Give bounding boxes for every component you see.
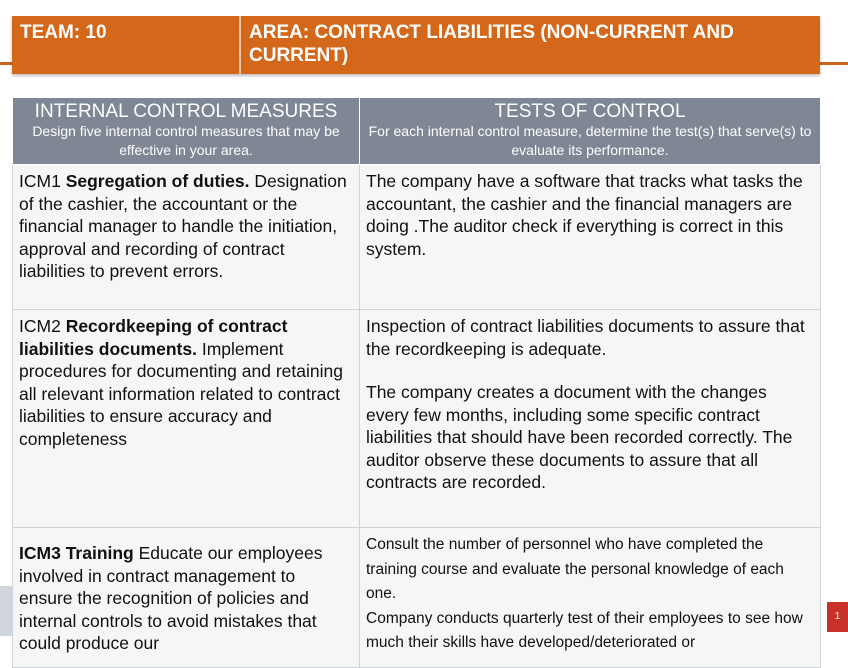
control-heading: Training	[65, 543, 139, 563]
control-measure-cell	[13, 528, 360, 668]
test-of-control-cell	[360, 528, 821, 668]
column-header-tests-of-control	[360, 98, 821, 165]
page-number-badge: 1	[827, 602, 848, 632]
column-title: TESTS OF CONTROL	[494, 101, 686, 122]
decorative-rule-right	[820, 62, 848, 65]
table-header-row	[13, 98, 821, 165]
test-text: The company creates a document with the changes every few months, including some specific contract liabilities that should have been recorded correctly. The auditor observe these documents to assure that all contracts are recorded.	[366, 382, 793, 492]
control-text: Educate our employees involved in contract management to ensure the recognition of policies and internal controls to avoid mistakes that could produce our	[19, 543, 323, 653]
column-description: For each internal control measure, determine the test(s) that serve(s) to evaluate its performance.	[368, 123, 812, 158]
test-text: Consult the number of personnel who have completed the training course and evaluate the personal knowledge of each one.	[366, 536, 784, 602]
control-text: Implement procedures for documenting and retaining all relevant information related to contract liabilities to ensure accuracy and completeness	[19, 338, 343, 449]
control-id: ICM1	[19, 171, 66, 191]
team-label: TEAM: 10	[12, 16, 241, 74]
control-id: ICM3	[19, 543, 66, 563]
table-row	[13, 310, 821, 528]
column-description: Design five internal control measures that may be effective in your area.	[32, 123, 340, 158]
title-banner	[12, 16, 820, 74]
control-text: Designation of the cashier, the accountant or the financial manager to handle the initiation, approval and recording of contract liabilities to prevent errors.	[19, 171, 347, 281]
column-header-internal-control	[13, 98, 360, 165]
controls-table	[12, 97, 821, 668]
test-text: Inspection of contract liabilities documents to assure that the recordkeeping is adequate.	[366, 316, 805, 359]
test-text: Company conducts quarterly test of their employees to see how much their skills have developed/deteriorated or	[366, 609, 803, 651]
control-heading: Segregation of duties.	[65, 171, 255, 191]
controls-table-container	[12, 97, 820, 653]
test-of-control-cell	[360, 165, 821, 310]
table-row	[13, 528, 821, 668]
area-label: AREA: CONTRACT LIABILITIES (NON-CURRENT AND CURRENT)	[249, 22, 734, 66]
control-measure-cell	[13, 310, 360, 528]
test-of-control-cell	[360, 310, 821, 528]
column-title: INTERNAL CONTROL MEASURES	[34, 101, 338, 122]
control-id: ICM2	[19, 316, 66, 336]
test-text: The company have a software that tracks what tasks the accountant, the cashier and the financial managers are doing .The auditor check if everything is correct in this system.	[366, 171, 803, 259]
control-heading: Recordkeeping of contract liabilities documents.	[19, 316, 288, 359]
decorative-rule-left	[0, 62, 12, 65]
control-measure-cell	[13, 165, 360, 310]
side-decoration	[0, 586, 12, 636]
table-row	[13, 165, 821, 310]
